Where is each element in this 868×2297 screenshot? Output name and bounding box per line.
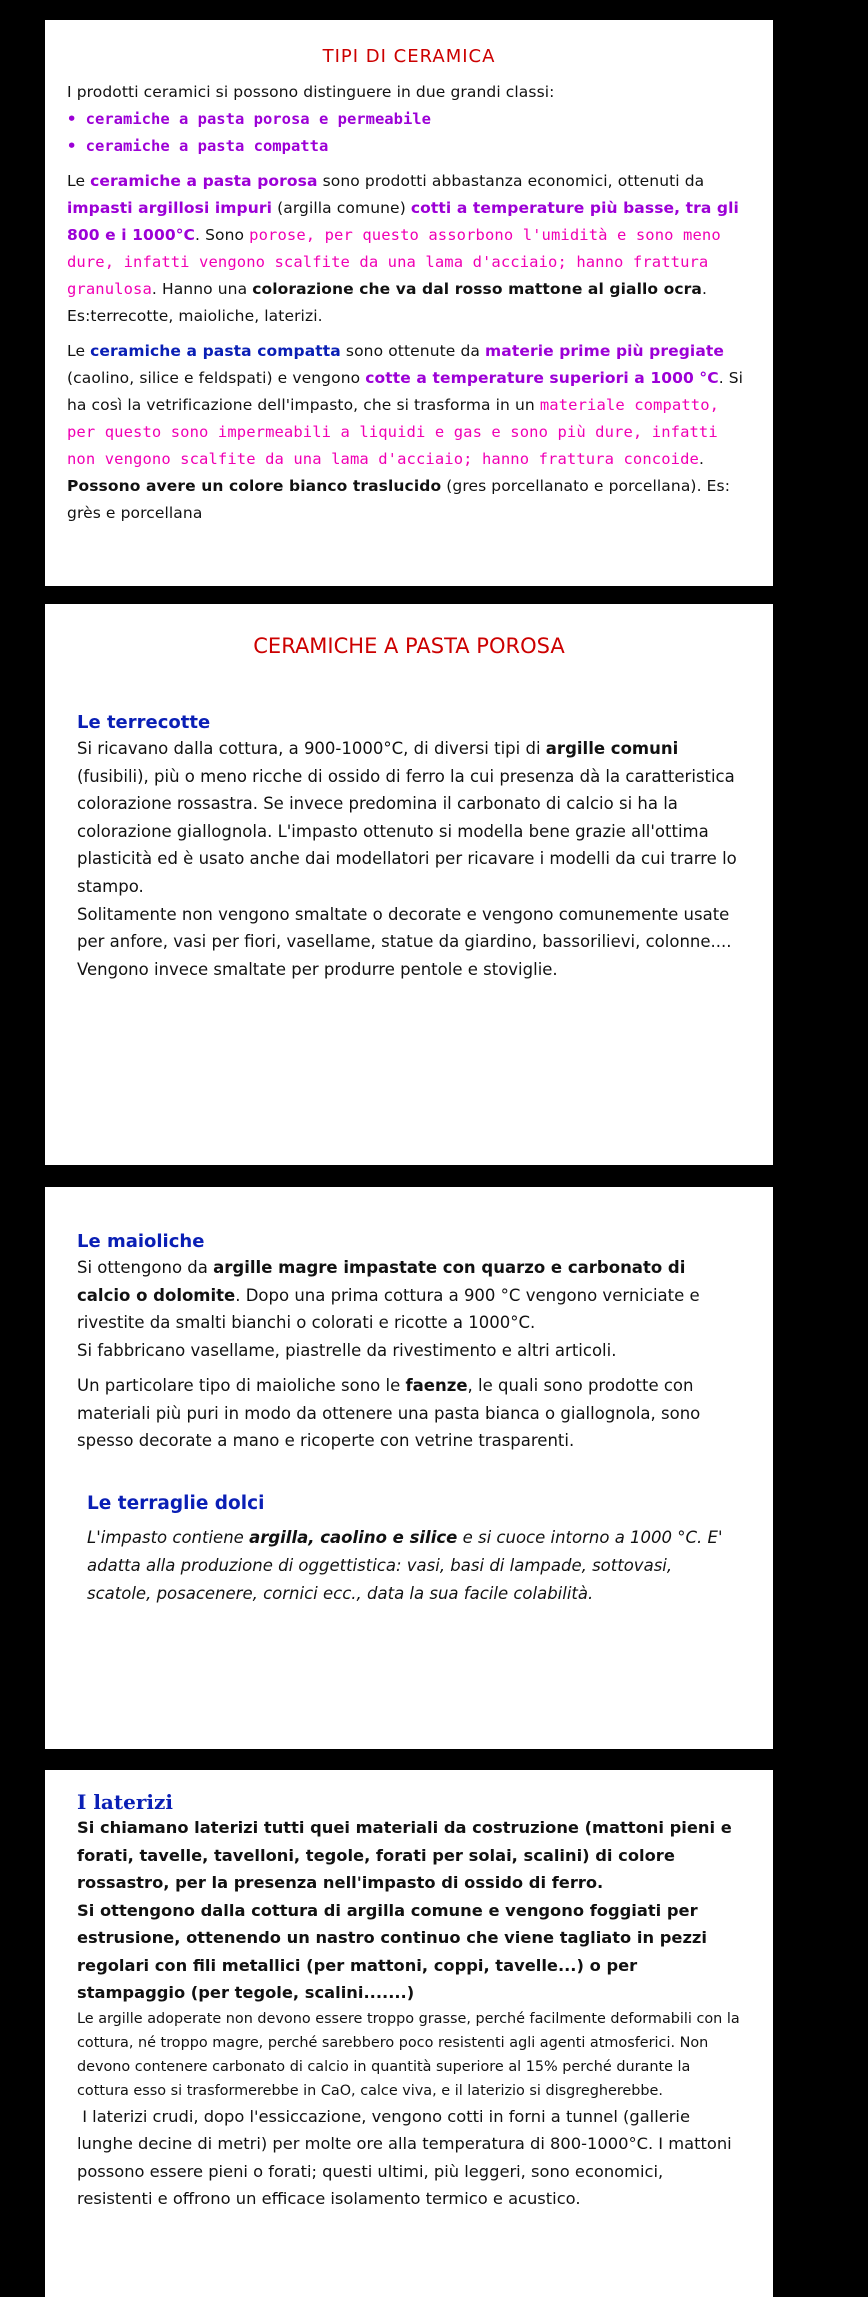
highlight-property: materiale compatto, per questo sono impermeabili a liquidi e gas e sono più dure, infatti non vengono scalfite da una lama d'acciaio; hanno frattura concoide xyxy=(67,396,720,468)
text: Si ottengono da xyxy=(77,1258,214,1277)
text: Si ottengono dalla cottura di xyxy=(77,1900,347,1920)
intro-text: I prodotti ceramici si possono distinguere in due grandi classi: xyxy=(67,83,555,101)
text: sono ottenute da xyxy=(340,342,486,360)
text: . Hanno una xyxy=(151,280,253,298)
paragraph-maioliche-2: Si fabbricano vasellame, piastrelle da rivestimento e altri articoli. xyxy=(77,1340,617,1360)
subtitle-terrecotte: Le terrecotte xyxy=(77,712,211,733)
paragraph-terrecotte-1 xyxy=(77,735,741,901)
paragraph-pasta-compatta xyxy=(67,338,751,527)
highlight-term: ceramiche a pasta porosa xyxy=(90,172,318,190)
text: L'impasto contiene xyxy=(87,1527,250,1547)
text: (fusibili), più o meno ricche di ossido di ferro la cui presenza dà la caratteristica colorazione rossastra. Se invece predomina il carbonato di calcio si ha la colorazione giallognola. L'impasto ottenuto si modella bene grazie all'ottima plasticità ed è usato anche dai modellatori per ricavare i modelli da cui trarre lo stampo. xyxy=(77,766,737,896)
text: . xyxy=(698,450,704,468)
panel-laterizi xyxy=(45,1770,773,2297)
bold-text: colorazione che va dal rosso mattone al giallo ocra xyxy=(252,280,702,298)
bold-text: argille magre impastate con quarzo e carbonato di calcio o dolomite xyxy=(77,1258,686,1305)
paragraph-terrecotte-2: Solitamente non vengono smaltate o decorate e vengono comunemente usate per anfore, vasi per fiori, vasellame, statue da giardino, bassorilievi, colonne.... xyxy=(77,904,732,952)
bold-text: argilla, caolino e silice xyxy=(249,1527,458,1547)
text: (argilla comune) xyxy=(272,199,411,217)
bold-text: argilla comune xyxy=(346,1900,483,1920)
text: . Dopo una prima cottura a 900 °C vengono verniciate e rivestite da smalti bianchi o colorati e ricotte a 1000°C. xyxy=(77,1285,700,1332)
bold-text: faenze xyxy=(405,1376,468,1395)
paragraph-laterizi-2 xyxy=(77,1897,741,2007)
paragraph-laterizi-3: Le argille adoperate non devono essere troppo grasse, perché facilmente deformabili con la cottura, né troppo magre, perché sarebbero poco resistenti agli agenti atmosferici. Non devono contenere carbonato di calcio in quantità superiore al 15% perché durante la cottura esso si trasformerebbe in CaO, calce viva, e il laterizio si disgregherebbe. xyxy=(77,2010,740,2099)
bold-text: Possono avere un colore bianco traslucido xyxy=(67,477,442,495)
text: Le xyxy=(67,172,91,190)
text: . Es:terrecotte, maioliche, laterizi. xyxy=(67,280,708,325)
highlight-term: materie prime più pregiate xyxy=(485,342,725,360)
panel-pasta-porosa xyxy=(45,604,773,1165)
text: (caolino, silice e feldspati) e vengono xyxy=(67,369,366,387)
highlight-term: impasti argillosi impuri xyxy=(67,199,273,217)
paragraph-terrecotte-3: Vengono invece smaltate per produrre pentole e stoviglie. xyxy=(77,959,558,979)
subtitle-terraglie-dolci: Le terraglie dolci xyxy=(87,1492,265,1514)
bullet-pasta-porosa: • ceramiche a pasta porosa e permeabile xyxy=(67,110,431,128)
text: e si cuoce intorno a 1000 °C. E' adatta alla produzione di oggettistica: vasi, basi di lampade, sottovasi, scatole, posacenere, cornici ecc., data la sua facile colabilità. xyxy=(87,1527,723,1603)
bullet-pasta-compatta: • ceramiche a pasta compatta xyxy=(67,137,329,155)
text: (gres porcellanato e porcellana). Es: grès e porcellana xyxy=(67,477,731,522)
subtitle-laterizi: I laterizi xyxy=(77,1790,173,1814)
text: sono prodotti abbastanza economici, ottenuti da xyxy=(317,172,705,190)
section-title-pasta-porosa: CERAMICHE A PASTA POROSA xyxy=(253,634,565,658)
paragraph-terraglie xyxy=(87,1524,741,1608)
text: Si ricavano dalla cottura, a 900-1000°C, di diversi tipi di xyxy=(77,739,546,758)
paragraph-maioliche-1 xyxy=(77,1254,741,1337)
paragraph-laterizi-4: I laterizi crudi, dopo l'essiccazione, vengono cotti in forni a tunnel (gallerie lunghe decine di metri) per molte ore alla temperatura di 800-1000°C. I mattoni possono essere pieni o forati; questi ultimi, più leggeri, sono economici, resistenti e offrono un efficace isolamento termico e acustico. xyxy=(77,2106,737,2208)
section-title-tipi: TIPI DI CERAMICA xyxy=(322,46,496,67)
bold-text: argille comuni xyxy=(545,739,679,758)
text: Le xyxy=(67,342,91,360)
text: . Sono xyxy=(195,226,250,244)
text: , le quali sono prodotte con materiali più puri in modo da ottenere una pasta bianca o giallognola, sono spesso decorate a mano e ricoperte con vetrine trasparenti. xyxy=(77,1376,701,1450)
panel-tipi-di-ceramica xyxy=(45,20,773,586)
highlight-term: cotte a temperature superiori a 1000 °C xyxy=(365,369,719,387)
text: . Si ha così la vetrificazione dell'impasto, che si trasforma in un xyxy=(67,369,744,414)
text: e vengono foggiati per estrusione, ottenendo un nastro continuo che viene tagliato in pezzi regolari con fili metallici (per mattoni, coppi, tavelle...) o per stampaggio (per tegole, scalini.......) xyxy=(77,1900,707,2002)
text: Un particolare tipo di maioliche sono le xyxy=(77,1376,406,1395)
highlight-term: cotti a temperature più basse, tra gli 800 e i 1000°C xyxy=(67,199,739,244)
highlight-property: porose, per questo assorbono l'umidità e sono meno dure, infatti vengono scalfite da una lama d'acciaio; hanno frattura granulosa xyxy=(67,226,721,298)
paragraph-pasta-porosa xyxy=(67,168,751,330)
panel-maioliche xyxy=(45,1187,773,1749)
paragraph-faenze xyxy=(77,1372,741,1455)
highlight-term: ceramiche a pasta compatta xyxy=(90,342,341,360)
subtitle-maioliche: Le maioliche xyxy=(77,1231,205,1252)
paragraph-laterizi-1: Si chiamano laterizi tutti quei materiali da costruzione (mattoni pieni e forati, tavelle, tavelloni, tegole, forati per solai, scalini) di colore rossastro, per la presenza nell'impasto di ossido di ferro. xyxy=(77,1818,732,1892)
